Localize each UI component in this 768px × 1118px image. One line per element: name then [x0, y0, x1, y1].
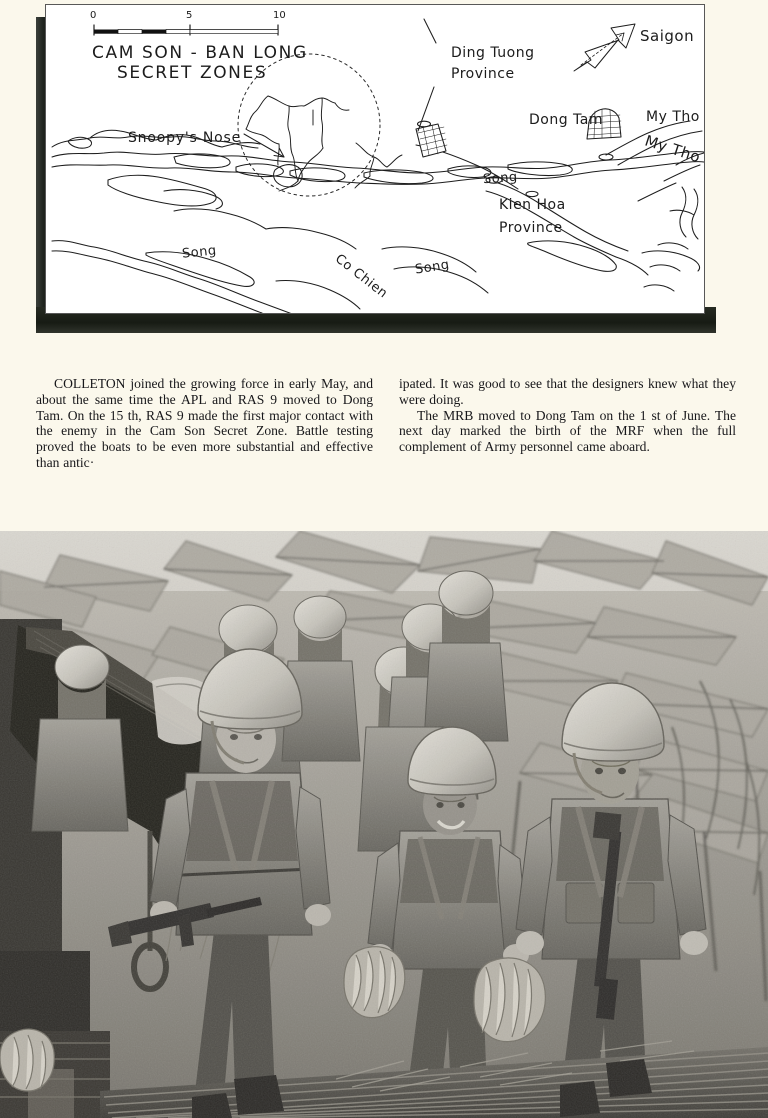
- river-east-junction: [644, 187, 698, 291]
- dong-tam-base-symbol: [416, 124, 447, 157]
- label-snoopys-nose: Snoopy's Nose: [128, 130, 242, 146]
- label-kien-hoa-1: Kien Hoa: [499, 197, 566, 213]
- scale-tick-0: 0: [90, 10, 97, 21]
- label-my-tho-river: My Tho: [642, 131, 703, 167]
- label-co-chien: Co Chien: [331, 251, 391, 302]
- ding-tuong-leader-lower: [418, 87, 434, 131]
- river-islands-left: [68, 137, 356, 249]
- paragraph-left-1: COLLETON joined the growing force in early May, and about the same time the APL and RAS 9 moved to Dong Tam. On the 15 th, RAS 9 made the first major contact with the enemy in the Cam Son Secret Zone. Battle testing proved the boats to be even more substantial and effective than antic·: [36, 376, 373, 470]
- label-dong-tam: Dong Tam: [529, 112, 604, 128]
- label-ding-tuong-1: Ding Tuong: [451, 45, 535, 61]
- label-kien-hoa-2: Province: [499, 220, 563, 236]
- ding-tuong-leader-upper: [424, 19, 436, 43]
- label-my-tho-city: My Tho: [646, 109, 700, 125]
- river-my-tho: [52, 152, 704, 188]
- paragraph-right-1: ipated. It was good to see that the designers knew what they were doing.: [399, 376, 736, 407]
- paragraph-right-2: The MRB moved to Dong Tam on the 1 st of June. The next day marked the birth of the MRF when the full complement of Army personnel came aboard.: [399, 407, 736, 455]
- label-song-east: Song: [482, 169, 519, 188]
- label-saigon: Saigon: [640, 27, 695, 45]
- text-column-right: [399, 376, 736, 506]
- map-figure: [36, 3, 736, 333]
- text-column-left: [36, 376, 373, 506]
- scale-tick-10: 10: [273, 10, 286, 21]
- river-islets: [418, 121, 614, 196]
- map-plate: [45, 4, 705, 314]
- map-title-line-2: SECRET ZONES: [117, 63, 268, 83]
- saigon-direction-arrow: [574, 24, 635, 71]
- map-scale-bar: [94, 25, 278, 35]
- scale-tick-5: 5: [186, 10, 193, 21]
- photo-content: [0, 531, 768, 1118]
- snoopys-nose-pointer: [244, 134, 284, 157]
- soldiers-disembarking-photo: [0, 531, 768, 1118]
- label-song-mid: Song: [414, 257, 451, 278]
- article-body: [36, 376, 736, 506]
- label-song-west: Song: [181, 243, 218, 262]
- map-title-line-1: CAM SON - BAN LONG: [92, 43, 308, 63]
- label-ding-tuong-2: Province: [451, 66, 515, 82]
